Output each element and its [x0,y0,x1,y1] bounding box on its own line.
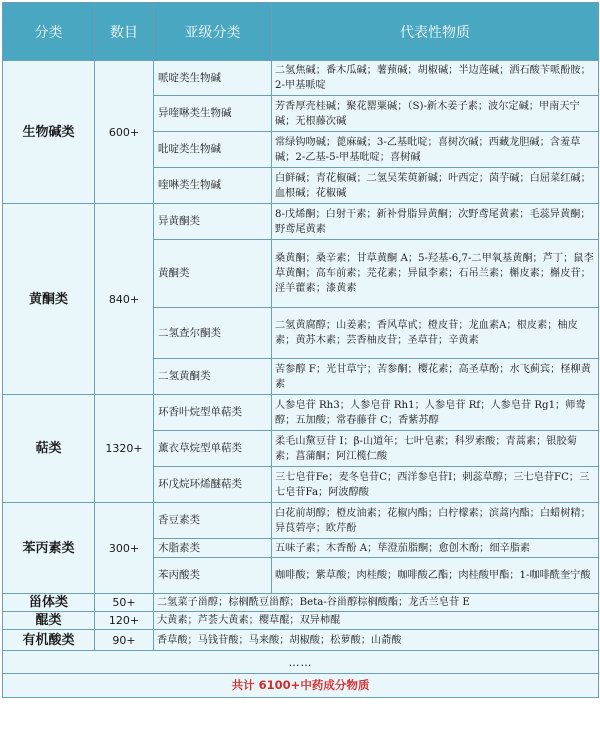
subcategory-cell: 环香叶烷型单萜类 [154,395,272,431]
table-row [3,61,599,96]
representative-cell: 芳香厚壳桂碱；聚花罂粟碱；（S)-新木姜子素；波尔定碱；甲南天宁碱；无根藤次碱 [272,96,599,132]
subcategory-cell: 吡啶类生物碱 [154,132,272,168]
category-cell: 黄酮类 [3,204,95,395]
header-category: 分类 [3,3,95,61]
table-row [3,594,599,612]
subcategory-cell: 苯丙酸类 [154,558,272,594]
count-cell: 50+ [95,594,154,612]
representative-cell: 香草酸；马钱苷酸；马来酸；胡椒酸；松萝酸；山萮酸 [154,630,599,651]
table-row [3,204,599,240]
category-cell: 醌类 [3,612,95,630]
subcategory-cell: 二氢黄酮类 [154,359,272,395]
count-cell: 90+ [95,630,154,651]
representative-cell: 桑黄酮；桑辛素；甘草黄酮 A；5-羟基-6,7-二甲氧基黄酮；芦丁；鼠李草黄酮；高车前素；芫花素；异鼠李素；石吊兰素；槲皮素；槲皮苷；淫羊藿素；漆黄素 [272,240,599,308]
category-cell: 萜类 [3,395,95,503]
representative-cell: 二氢菜子甾醇；棕榈酰豆甾醇；Beta-谷甾醇棕榈酸酯；龙舌兰皂苷 E [154,594,599,612]
table-row [3,612,599,630]
subcategory-cell: 环戊烷环烯醚萜类 [154,467,272,503]
subcategory-cell: 异黄酮类 [154,204,272,240]
representative-cell: 三七皂苷Fe；麦冬皂苷C；西洋参皂苷I；刺蕊草醇；三七皂苷FC；三七皂苷Fa；阿波醇酸 [272,467,599,503]
category-cell: 生物碱类 [3,61,95,204]
representative-cell: 8-戊烯酮；白射干素；新补骨脂异黄酮；次野鸢尾黄素；毛蕊异黄酮；野鸢尾黄素 [272,204,599,240]
table-row [3,503,599,539]
header-count: 数目 [95,3,154,61]
compound-table [2,2,599,698]
category-cell: 有机酸类 [3,630,95,651]
representative-cell: 咖啡酸；紫草酸；肉桂酸；咖啡酸乙酯；肉桂酸甲酯；1-咖啡酰奎宁酸 [272,558,599,594]
representative-cell: 五味子素；木香酚 A；荜澄茄脂酮；愈创木酚；细辛脂素 [272,539,599,558]
subcategory-cell: 木脂素类 [154,539,272,558]
subcategory-cell: 薰衣草烷型单萜类 [154,431,272,467]
representative-cell: 柔毛山黧豆苷 I；β-山道年；七叶皂素；科罗索酸；青蒿素；银胶菊素；菖蒲酮；阿江榄仁酸 [272,431,599,467]
representative-cell: 白花前胡醇；橙皮油素；花椒内酯；白柠檬素；滨蒿内酯；白蜡树精；异茛菪亭；欧芹酚 [272,503,599,539]
count-cell: 840+ [95,204,154,395]
representative-cell: 二氢黄腐醇；山姜素；香风草甙；橙皮苷；龙血素A；根皮素；柚皮素；黄苏木素；芸香柚皮苷；圣草苷；辛黄素 [272,308,599,359]
count-cell: 120+ [95,612,154,630]
subcategory-cell: 哌啶类生物碱 [154,61,272,96]
count-cell: 300+ [95,503,154,594]
header-representative: 代表性物质 [272,3,599,61]
subcategory-cell: 二氢查尔酮类 [154,308,272,359]
total-text: 共计 6100+中药成分物质 [3,674,599,698]
count-cell: 1320+ [95,395,154,503]
representative-cell: 大黄素；芦荟大黄素；樱草醌；双异柿醌 [154,612,599,630]
total-row [3,674,599,698]
representative-cell: 二氢焦碱；番木瓜碱；薯蓣碱；胡椒碱；半边莲碱；洒石酸苄哌酚胺；2-甲基哌啶 [272,61,599,96]
category-cell: 甾体类 [3,594,95,612]
subcategory-cell: 黄酮类 [154,240,272,308]
representative-cell: 白鲜碱；青花椒碱；二氢吴茱萸新碱；叶西定；茵芋碱；白屈菜红碱；血根碱；花椒碱 [272,168,599,204]
count-cell: 600+ [95,61,154,204]
header-subcategory: 亚级分类 [154,3,272,61]
subcategory-cell: 异喹啉类生物碱 [154,96,272,132]
category-cell: 苯丙素类 [3,503,95,594]
subcategory-cell: 香豆素类 [154,503,272,539]
subcategory-cell: 喹啉类生物碱 [154,168,272,204]
representative-cell: 苦参醇 F；光甘草宁；苦参酮；樱花素；高圣草酚；水飞蓟宾；柽柳黄素 [272,359,599,395]
header-row [3,3,599,61]
table-row [3,395,599,431]
table-row [3,630,599,651]
representative-cell: 人参皂苷 Rh3；人参皂苷 Rh1；人参皂苷 Rf；人参皂苷 Rg1；师鸯醇；五加酸；常春藤苷 C；香紫苏醇 [272,395,599,431]
representative-cell: 常绿钩吻碱；蓖麻碱；3-乙基吡啶；喜树次碱；西藏龙胆碱；含羞草碱；2-乙基-5-甲基吡啶；喜树碱 [272,132,599,168]
ellipsis-row [3,651,599,674]
ellipsis-text: …… [3,651,599,674]
